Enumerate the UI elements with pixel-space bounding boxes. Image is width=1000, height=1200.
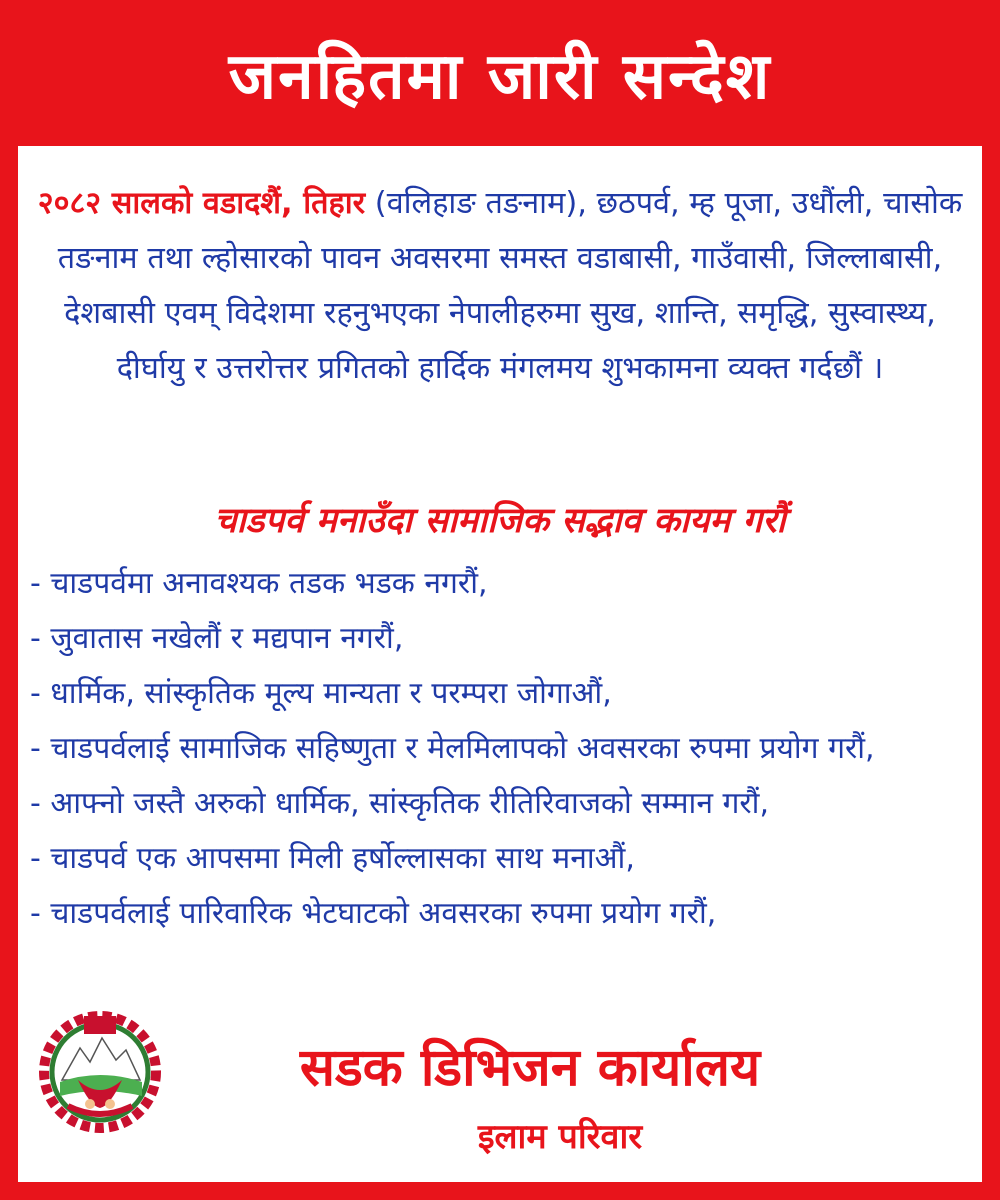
list-item: - आफ्नो जस्तै अरुको धार्मिक, सांस्कृतिक रीतिरिवाजको सम्मान गरौं, [30, 786, 769, 821]
header-banner [0, 0, 1000, 146]
list-item: - चाडपर्वलाई पारिवारिक भेटघाटको अवसरका रुपमा प्रयोग गरौं, [30, 896, 717, 931]
slogan-heading: चाडपर्व मनाउँदा सामाजिक सद्भाव कायम गरौं [214, 501, 786, 541]
greeting-message [30, 176, 970, 396]
office-subtitle: इलाम परिवार [477, 1117, 643, 1157]
list-item: - चाडपर्व एक आपसमा मिली हर्षोल्लासका साथ मनाऔं, [30, 841, 635, 876]
list-item: - धार्मिक, सांस्कृतिक मूल्य मान्यता र परम्परा जोगाऔं, [30, 676, 612, 711]
page-title: जनहितमा जारी सन्देश [228, 39, 772, 114]
list-item: - जुवातास नखेलौं र मद्यपान नगरौं, [30, 621, 404, 656]
office-name: सडक डिभिजन कार्यालय [299, 1038, 761, 1098]
guideline-list [30, 556, 980, 941]
nepal-emblem-icon [38, 1010, 162, 1134]
greeting-text: (वलिहाङ तङनाम), छठपर्व, म्ह पूजा, उधौंली, चासोक तङनाम तथा ल्होसारको पावन अवसरमा समस्त वडाबासी, गाउँवासी, जिल्लाबासी, देशबासी एवम् विदेशमा रहनुभएका नेपालीहरुमा सुख, शान्ति, समृद्धि, सुस्वास्थ्य, दीर्घायु र उत्तरोत्तर प्रगितको हार्दिक मंगलमय शुभकामना व्यक्त गर्दछौं । [57, 186, 963, 386]
festival-highlight: २०८२ सालको वडादशैं, तिहार [37, 186, 366, 221]
list-item: - चाडपर्वमा अनावश्यक तडक भडक नगरौं, [30, 566, 488, 601]
list-item: - चाडपर्वलाई सामाजिक सहिष्णुता र मेलमिलापको अवसरका रुपमा प्रयोग गरौं, [30, 731, 875, 766]
